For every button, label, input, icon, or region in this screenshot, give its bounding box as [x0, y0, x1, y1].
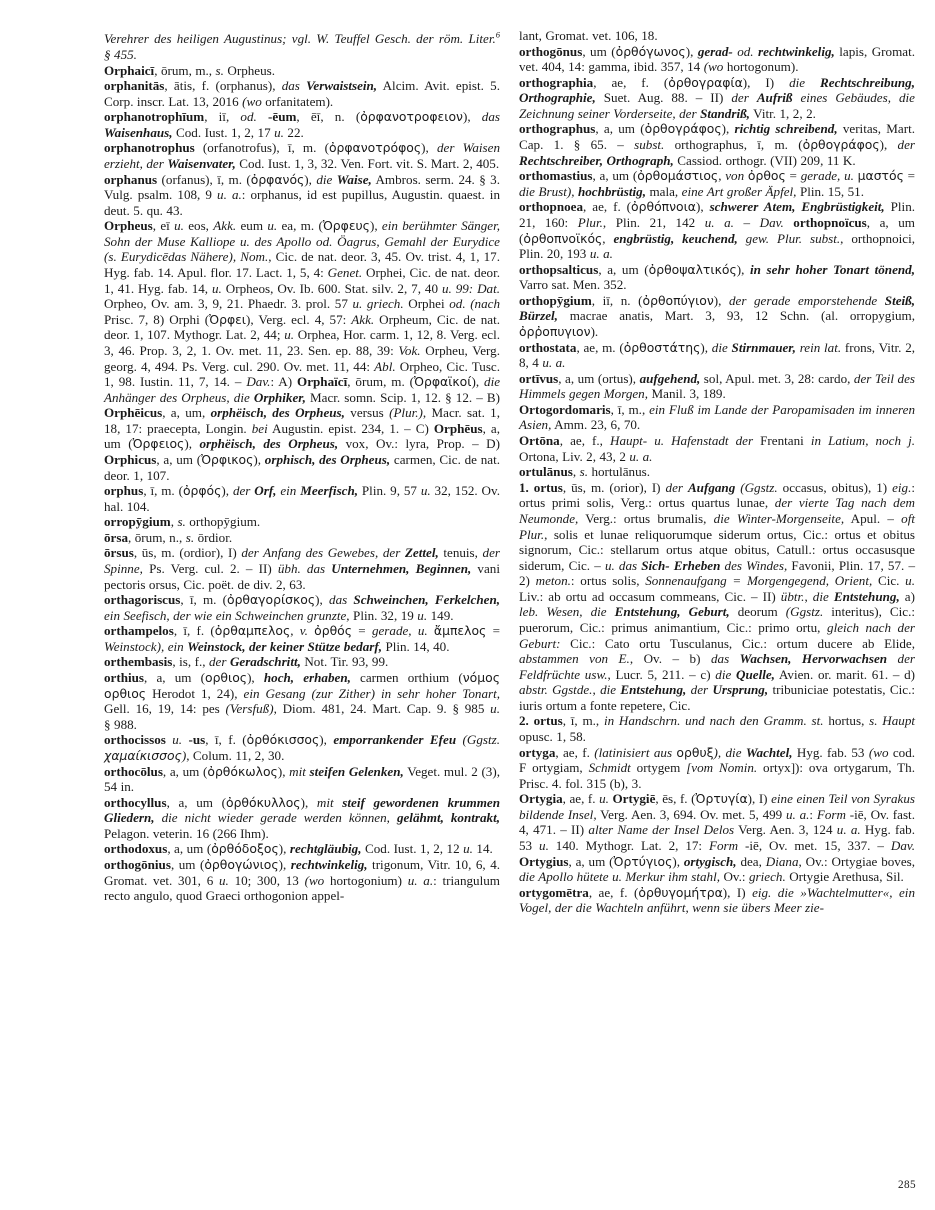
right-column — [519, 28, 915, 1173]
dictionary-entry: orphanotrophus (orfanotrofus), ī, m. (ὀρφανοτρόφος), der Waisen erzieht, der Waisenvater, Cod. Iust. 1, 3, 32. Ven. Fort. vit. S. Mart. 2, 405. — [104, 140, 500, 171]
dictionary-entry: ortīvus, a, um (ortus), aufgehend, sol, Apul. met. 3, 28: cardo, der Teil des Himmels gegen Morgen, Manil. 3, 189. — [519, 370, 915, 402]
left-column — [104, 28, 500, 1173]
dictionary-entry: orphus, ī, m. (ὀρφός), der Orf, ein Meerfisch, Plin. 9, 57 u. 32, 152. Ov. hal. 104. — [104, 483, 500, 514]
dictionary-entry: Verehrer des heiligen Augustinus; vgl. W. Teuffel Gesch. der röm. Liter.$^6$ § 455. — [104, 30, 500, 62]
dictionary-entry: orphanus (orfanus), ī, m. (ὀρφανός), die Waise, Ambros. serm. 24. § 3. Vulg. psalm. 108, 9 u. a.: orphanus, id est pupillus, Augustin. quaest. in deut. 5. qu. 43. — [104, 171, 500, 218]
dictionary-entry: orthopsalticus, a, um (ὀρθοψαλτικός), in sehr hoher Tonart tönend, Varro sat. Men. 352. — [519, 261, 916, 293]
dictionary-entry: lant, Gromat. vet. 106, 18. — [519, 28, 658, 43]
dictionary-entry: orthopnoea, ae, f. (ὀρθόπνοια), schwerer Atem, Engbrüstigkeit, Plin. 21, 160: Plur., Plin. 21, 142 u. a. – Dav. orthopnoïcus, a, um (ὀρθοπνοϊκός, engbrüstig, keuchend, gew. Plur. subst., orthopnoici, Plin. 20, 193 u. a. — [519, 199, 916, 262]
dictionary-entry: orthocissos u. -us, ī, f. (ὀρθόκισσος), emporrankender Efeu (Ggstz. χαμαίκισσος), Colum. 11, 2, 30. — [104, 732, 500, 763]
dictionary-entry: Orphaicī, ōrum, m., s. Orpheus. — [104, 62, 276, 78]
dictionary-entry: 1. ortus, ūs, m. (orior), I) der Aufgang (Ggstz. occasus, obitus), 1) eig.: ortus primi solis, Verg.: ortus quartus lunae, der vierte Tag nach dem Neumonde, Verg.: ortus brumalis, die Winter-Morgenseite, Apul. – oft Plur., solis et lunae reliquorumque siderum ortus, Cic.: ortus et obitus signorum, Cic.: stellarum ortus atque obitus, Catull.: ortus occasusque siderum, Cic. – u. das Sich- Erheben des Windes, Favonii, Plin. 17, 57. – 2) meton.: ortus solis, Sonnenaufgang = Morgengegend, Orient, Cic. u. Liv.: ab ortu ad occasum commeans, Cic. – II) übtr., die Entstehung, a) leb. Wesen, die Entstehung, Geburt, deorum (Ggstz. interitus), Cic.: puerorum, Cic.: primus animantium, Cic.: primo ortu, gleich nach der Geburt: Cic.: Cato ortu Tusculanus, Cic.: ortum ducere ab Elide, abstammen von E., Ov. – b) das Wachsen, Hervorwachsen der Feldfrüchte usw., Lucr. 5, 211. – c) die Quelle, Avien. or. marit. 61. – d) abstr. Ggstde., die Entstehung, der Ursprung, tribuniciae potestatis, Cic.: iuris ortum a fonte repetere, Cic. — [519, 479, 916, 713]
dictionary-entry: ōrsus, ūs, m. (ordior), I) der Anfang des Gewebes, der Zettel, tenuis, der Spinne, Ps. Verg. cul. 2. – II) übh. das Unternehmen, Beginnen, vani pectoris orsus, Cic. poët. de div. 2, 63. — [104, 545, 501, 592]
dictionary-entry: orthocyllus, a, um (ὀρθόκυλλος), mit steif gewordenen krummen Gliedern, die nicht wieder gerade werden können, gelähmt, kontrakt, Pelagon. veterin. 16 (266 Ihm). — [104, 794, 500, 841]
dictionary-entry: orthogōnus, um (ὀρθόγωνος), gerad- od. rechtwinkelig, lapis, Gromat. vet. 404, 14: gamma, ibid. 357, 14 (wo hortogonum). — [519, 43, 915, 75]
dictionary-entry: orthocōlus, a, um (ὀρθόκωλος), mit steifen Gelenken, Veget. mul. 2 (3), 54 in. — [104, 763, 500, 795]
dictionary-entry: orthogōnius, um (ὀρθογώνιος), rechtwinkelig, trigonum, Vitr. 10, 6, 4. Gromat. vet. 301, 6 u. 10; 300, 13 (wo hortogonium) u. a.: triangulum recto angulo, quod Graeci orthogonion appel- — [104, 857, 501, 904]
dictionary-entry: orthampelos, ī, f. (ὀρθαμπελος, v. ὀρθός = gerade, u. ἄμπελος = Weinstock), ein Weinstock, der keiner Stütze bedarf, Plin. 14, 40. — [104, 623, 500, 654]
dictionary-entry: ortyga, ae, f. (latinisiert aus ορθυξ), die Wachtel, Hyg. fab. 53 (wo cod. F ortygiam, Schmidt ortygem [vom Nomin. ortyx]): ova ortygarum, Th. Prisc. 4. fol. 315 (b), 3. — [519, 744, 916, 791]
dictionary-entry: orthographus, a, um (ὀρθογράφος), richtig schreibend, veritas, Mart. Cap. 1. § 65. – subst. orthographus, ī, m. (ὀρθογράφος), der Rechtschreiber, Orthograph, Cassiod. orthogr. (VII) 209, 11 K. — [519, 121, 916, 168]
dictionary-entry: Ortōna, ae, f., Haupt- u. Hafenstadt der Frentani in Latium, noch j. Ortona, Liv. 2, 43, 2 u. a. — [519, 433, 915, 464]
page-columns — [104, 28, 916, 1173]
dictionary-entry: Ortygia, ae, f. u. Ortygiē, ēs, f. (Ὀρτυγία), I) eine einen Teil von Syrakus bildende Insel, Verg. Aen. 3, 694. Ov. met. 5, 499 u. a.: Form -iē, Ov. fast. 4, 471. – II) alter Name der Insel Delos Verg. Aen. 3, 124 u. a. Hyg. fab. 53 u. 140. Mythogr. Lat. 2, 17: Form -iē, Ov. met. 15, 337. – Dav. Ortygius, a, um (Ὀρτύγιος), ortygisch, dea, Diana, Ov.: Ortygiae boves, die Apollo hütete u. Merkur ihm stahl, Ov.: griech. Ortygie Arethusa, Sil. — [519, 791, 916, 885]
dictionary-entry: Orpheus, eī u. eos, Akk. eum u. ea, m. (Ὀρφευς), ein berühmter Sänger, Sohn der Muse Kalliope u. des Apollo od. Öagrus, Gemahl der Eurydice (s. Eurydicēdas Nähere), Nom., Cic. de nat. deor. 3, 45. Ov. trist. 4, 1, 17. Hyg. fab. 14. Apul. flor. 17. Lact. 1, 5, 4: Genet. Orphei, Cic. de nat. deor. 1, 41. Hyg. fab. 14, u. Orpheos, Ov. Ib. 600. Stat. silv. 2, 7, 40 u. 99: Dat. Orpheo, Ov. am. 3, 9, 21. Phaedr. 3. prol. 57 u. griech. Orphei od. (nach Prisc. 7, 8) Orphi (Ὀρφει), Verg. ecl. 4, 57: Akk. Orpheum, Cic. de nat. deor. 1, 107. Mythogr. Lat. 2, 44; u. Orphea, Hor. carm. 1, 12, 8. Verg. ecl. 3, 46. Prop. 3, 2, 1. Ov. met. 11, 23. Sen. ep. 88, 39: Vok. Orpheu, Verg. georg. 4, 494. Ps. Verg. cul. 290. Ov. met. 11, 44: Abl. Orpheo, Cic. Tusc. 1, 98. Iustin. 11, 7, 14. – Dav.: A) Orphaïcī, ōrum, m. (Ὀρφαϊκοί), die Anhänger des Orpheus, die Orphiker, Macr. somn. Scip. 1, 12. § 12. – B) Orphēicus, a, um, orphëisch, des Orpheus, versus (Plur.), Macr. sat. 1, 18, 17: praecepta, Longin. bei Augustin. epist. 234, 1. – C) Orphēus, a, um (Ὀρφειος), orphëisch, des Orpheus, vox, Ov.: lyra, Prop. – D) Orphicus, a, um (Ὀρφικος), orphisch, des Orpheus, carmen, Cic. de nat. deor. 1, 107. — [104, 218, 501, 483]
dictionary-entry: ortygomētra, ae, f. (ὀρθυγομήτρα), I) eig. die »Wachtelmutter«, ein Vogel, der die Wachteln anführt, wenn sie übers Meer zie- — [519, 884, 915, 916]
dictionary-entry: orthembasis, is, f., der Geradschritt, Not. Tir. 93, 99. — [104, 654, 389, 670]
dictionary-entry: orphanitās, ātis, f. (orphanus), das Verwaistsein, Alcim. Avit. epist. 5. Corp. inscr. Lat. 13, 2016 (wo orfanitatem). — [104, 78, 500, 109]
dictionary-entry: orropȳgium, s. orthopȳgium. — [104, 514, 261, 530]
dictionary-entry: Ortogordomaris, ī, m., ein Fluß im Lande der Paropamisaden im inneren Asien, Amm. 23, 6, 70. — [519, 401, 915, 433]
dictionary-entry: ortulānus, s. hortulānus. — [519, 464, 651, 480]
dictionary-entry: orthius, a, um (ορθιος), hoch, erhaben, carmen orthium (νόμος ορθιος Herodot 1, 24), ein Gesang (zur Zither) in sehr hoher Tonart, Gell. 16, 19, 14: pes (Versfuß), Diom. 481, 24. Mart. Cap. 9. § 985 u. § 988. — [104, 670, 500, 732]
dictionary-entry: orthodoxus, a, um (ὀρθόδοξος), rechtgläubig, Cod. Iust. 1, 2, 12 u. 14. — [104, 841, 493, 857]
page-number: 285 — [898, 1179, 916, 1191]
dictionary-entry: orthopȳgium, iī, n. (ὀρθοπύγιον), der gerade emporstehende Steiß, Bürzel, macrae anatis, Mart. 3, 93, 12 Schn. (al. orropygium, ὀρῤοπυγιον). — [519, 292, 915, 339]
dictionary-entry: orthomastius, a, um (ὀρθομάστιος, von ὀρθος = gerade, u. μαστός = die Brust), hochbrüstig, mala, eine Art großer Äpfel, Plin. 15, 51. — [519, 168, 915, 199]
dictionary-entry: orthagoriscus, ī, m. (ὀρθαγορίσκος), das Schweinchen, Ferkelchen, ein Seefisch, der wie ein Schweinchen grunzte, Plin. 32, 19 u. 149. — [104, 592, 501, 623]
dictionary-entry: orphanotrophīum, iī, od. -ēum, ēī, n. (ὀρφανοτροφειον), das Waisenhaus, Cod. Iust. 1, 2, 17 u. 22. — [104, 109, 500, 140]
dictionary-entry: ōrsa, ōrum, n., s. ōrdior. — [104, 529, 233, 545]
dictionary-entry: orthographia, ae, f. (ὀρθογραφία), I) die Rechtschreibung, Orthographie, Suet. Aug. 88. – II) der Aufriß eines Gebäudes, die Zeichnung seiner Vorderseite, der Standriß, Vitr. 1, 2, 2. — [519, 74, 915, 121]
dictionary-entry: orthostata, ae, m. (ὀρθοστάτης), die Stirnmauer, rein lat. frons, Vitr. 2, 8, 4 u. a. — [519, 339, 916, 371]
dictionary-entry: 2. ortus, ī, m., in Handschrn. und nach den Gramm. st. hortus, s. Haupt opusc. 1, 58. — [519, 713, 916, 745]
